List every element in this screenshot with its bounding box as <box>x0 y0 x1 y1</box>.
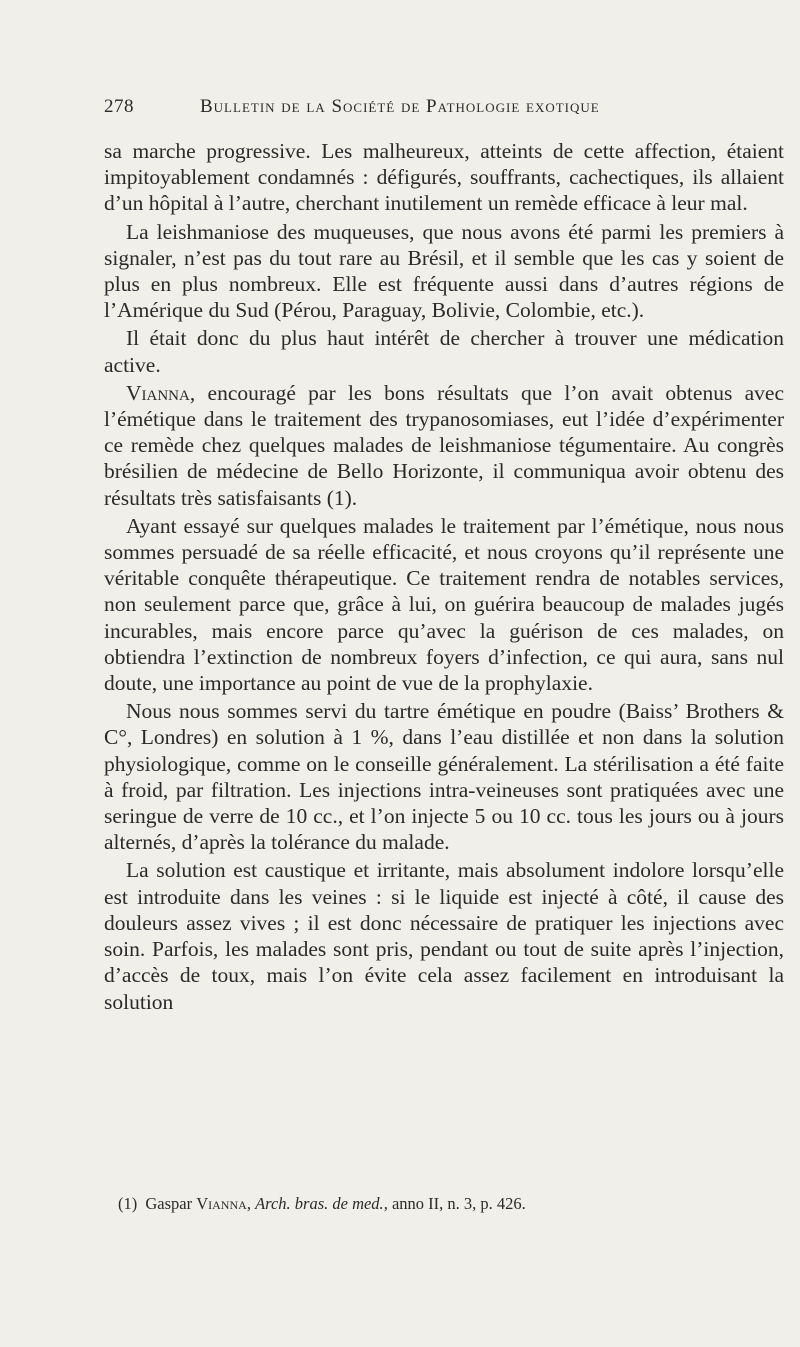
paragraph-5: Ayant essayé sur quelques malades le traitement par l’émétique, nous nous sommes persuadé de sa réelle efficacité, et nous croyons qu’il représente une véritable conquête thérapeutique. Ce traitement rendra de notables services, non seulement parce que, grâce à lui, on guérira beaucoup de malades jugés incurables, mais encore parce qu’avec la guérison de ces malades, on obtiendra l’extinction de nombreux foyers d’infection, ce qui aura, sans nul doute, une importance au point de vue de la prophylaxie. <box>104 513 784 696</box>
paragraph-1: sa marche progressive. Les malheureux, atteints de cette affection, étaient impitoyablement condamnés : défigurés, souffrants, cachectiques, ils allaient d’un hôpital à l’autre, cherchant inutilement un remède efficace à leur mal. <box>104 139 784 216</box>
paragraph-6: Nous nous sommes servi du tartre émétique en poudre (Baiss’ Brothers & C°, Londres) en solution à 1 %, dans l’eau distillée et non dans la solution physiologique, comme on le conseille généralement. La stérilisation a été faite à froid, par filtration. Les injections intra-veineuses sont pratiquées avec une seringue de verre de 10 cc., et l’on injecte 5 ou 10 cc. tous les jours ou à jours alternés, d’après la tolérance du malade. <box>104 699 784 855</box>
footnote: (1) Gaspar Vianna, Arch. bras. de med., anno II, n. 3, p. 426. <box>118 1194 526 1213</box>
footnote-author-first: Gaspar <box>145 1194 193 1213</box>
paragraph-3: Il était donc du plus haut intérêt de chercher à trouver une médication active. <box>104 326 784 377</box>
paragraph-7: La solution est caustique et irritante, mais absolument indolore lorsqu’elle est introduite dans les veines : si le liquide est injecté à côté, il cause des douleurs assez vives ; il est donc nécessaire de pratiquer les injections avec soin. Parfois, les malades sont pris, pendant ou tout de suite après l’injection, d’accès de toux, mais l’on évite cela assez facilement en introduisant la solution <box>104 858 784 1014</box>
body-text <box>104 138 784 1015</box>
footnote-author-last: Vianna <box>196 1194 247 1213</box>
paragraph-4-text: , encouragé par les bons résultats que l’on avait obtenus avec l’émétique dans le traitement des trypanosomiases, eut l’idée d’expérimenter ce remède chez quelques malades de leishmaniose tégumentaire. Au congrès brésilien de médecine de Bello Horizonte, il communiqua avoir obtenu des résultats très satisfaisants (1). <box>104 380 784 510</box>
author-name: Vianna <box>126 380 190 405</box>
paragraph-2: La leishmaniose des muqueuses, que nous avons été parmi les premiers à signaler, n’est pas du tout rare au Brésil, et il semble que les cas y soient de plus en plus nombreux. Elle est fréquente aussi dans d’autres régions de l’Amérique du Sud (Pérou, Paraguay, Bolivie, Colombie, etc.). <box>104 219 784 323</box>
footnote-journal: Arch. bras. de med. <box>255 1194 384 1213</box>
footnote-marker: (1) <box>118 1194 138 1213</box>
page-number: 278 <box>104 96 134 117</box>
footnote-reference: , anno II, n. 3, p. 426. <box>383 1194 526 1213</box>
running-title: Bulletin de la Société de Pathologie exotique <box>200 96 600 117</box>
paragraph-4 <box>104 380 784 511</box>
running-header <box>104 96 784 118</box>
